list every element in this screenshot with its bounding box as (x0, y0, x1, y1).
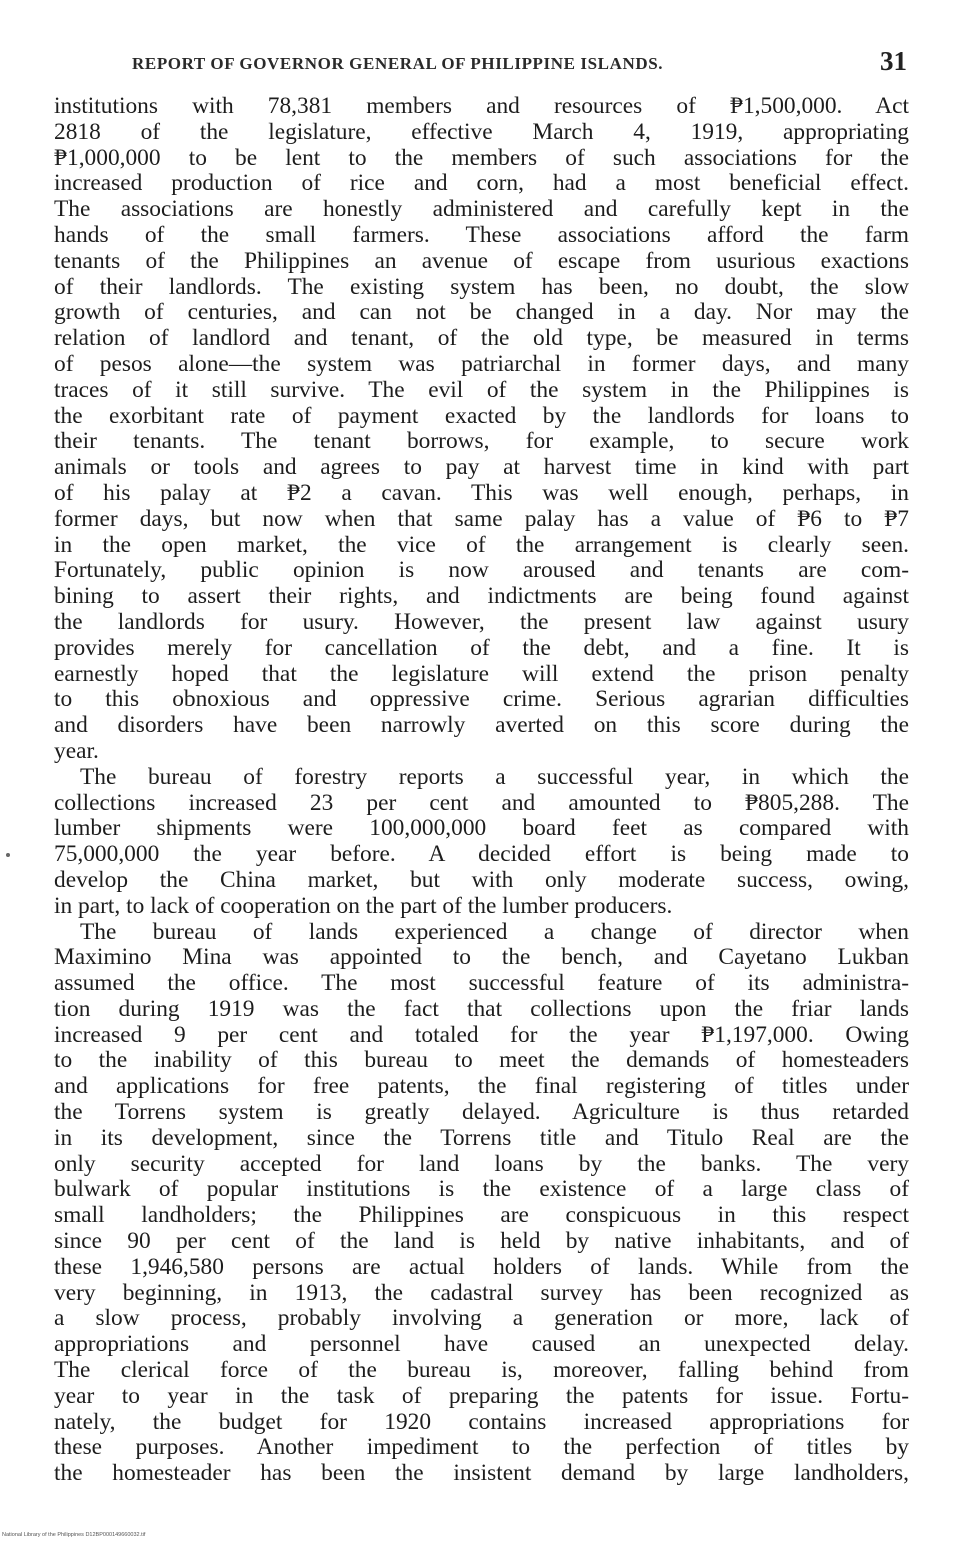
running-head: REPORT OF GOVERNOR GENERAL OF PHILIPPINE ISLANDS. (132, 54, 664, 73)
text-line: increased production of rice and corn, had a most beneficial effect. (54, 170, 909, 197)
text-line: growth of centuries, and can not be changed in a day. Nor may the (54, 299, 909, 326)
text-line: very beginning, in 1913, the cadastral survey has been recognized as (54, 1279, 909, 1306)
text-line: collections increased 23 per cent and amounted to ₱805,288. The (54, 789, 909, 816)
text-line: to the inability of this bureau to meet the demands of homesteaders (54, 1047, 909, 1074)
text-line: 75,000,000 the year before. A decided effort is being made to (54, 841, 909, 868)
text-line: tenants of the Philippines an avenue of escape from usurious exactions (54, 247, 909, 274)
text-line: nately, the budget for 1920 contains increased appropriations for (54, 1408, 909, 1435)
margin-mark (6, 853, 10, 857)
text-line: in part, to lack of cooperation on the part of the lumber producers. (54, 892, 673, 919)
text-line: increased 9 per cent and totaled for the year ₱1,197,000. Owing (54, 1021, 909, 1048)
text-line: bulwark of popular institutions is the existence of a large class of (54, 1176, 909, 1203)
text-line: their tenants. The tenant borrows, for example, to secure work (54, 428, 909, 455)
text-line: of pesos alone—the system was patriarchal in former days, and many (54, 350, 909, 377)
text-line: of his palay at ₱2 a cavan. This was well enough, perhaps, in (54, 479, 909, 506)
text-line: relation of landlord and tenant, of the old type, be measured in terms (54, 325, 909, 352)
text-line: bining to assert their rights, and indictments are being found against (54, 583, 909, 610)
text-line: appropriations and personnel have caused an unexpected delay. (54, 1331, 909, 1358)
page-number: 31 (880, 46, 907, 76)
text-line: provides merely for cancellation of the debt, and a fine. It is (54, 634, 909, 661)
text-line: in its development, since the Torrens title and Titulo Real are the (54, 1124, 909, 1151)
text-line: The clerical force of the bureau is, moreover, falling behind from (54, 1357, 909, 1384)
text-line: the exorbitant rate of payment exacted by the landlords for loans to (54, 402, 909, 429)
body-text (54, 94, 909, 1487)
text-line: assumed the office. The most successful feature of its administra- (54, 970, 909, 997)
text-line: a slow process, probably involving a generation or more, lack of (54, 1305, 909, 1332)
text-line: former days, but now when that same palay has a value of ₱6 to ₱7 (54, 505, 909, 532)
text-line: 2818 of the legislature, effective March 4, 1919, appropriating (54, 118, 909, 145)
text-line: develop the China market, but with only moderate success, owing, (54, 866, 909, 893)
text-line: and disorders have been narrowly averted on this score during the (54, 712, 909, 739)
text-line: in the open market, the vice of the arrangement is clearly seen. (54, 531, 909, 558)
text-line: small landholders; the Philippines are conspicuous in this respect (54, 1202, 909, 1229)
text-line: of their landlords. The existing system has been, no doubt, the slow (54, 273, 909, 300)
text-line: Maximino Mina was appointed to the bench, and Cayetano Lukban (54, 944, 909, 971)
text-line: these 1,946,580 persons are actual holders of lands. While from the (54, 1253, 909, 1280)
text-line: The bureau of forestry reports a successful year, in which the (80, 763, 909, 790)
text-line: earnestly hoped that the legislature will extend the prison penalty (54, 660, 909, 687)
text-line: ₱1,000,000 to be lent to the members of such associations for the (54, 144, 909, 171)
text-line: lumber shipments were 100,000,000 board feet as compared with (54, 815, 909, 842)
text-line: Fortunately, public opinion is now aroused and tenants are com- (54, 557, 909, 584)
text-line: to this obnoxious and oppressive crime. Serious agrarian difficulties (54, 686, 909, 713)
page-header (132, 46, 907, 80)
text-line: traces of it still survive. The evil of the system in the Philippines is (54, 376, 909, 403)
text-line: and applications for free patents, the final registering of titles under (54, 1073, 909, 1100)
text-line: since 90 per cent of the land is held by native inhabitants, and of (54, 1228, 909, 1255)
text-line: institutions with 78,381 members and resources of ₱1,500,000. Act (54, 93, 909, 119)
text-line: animals or tools and agrees to pay at harvest time in kind with part (54, 454, 909, 481)
text-line: The bureau of lands experienced a change of director when (80, 918, 909, 945)
text-line: these purposes. Another impediment to the perfection of titles by (54, 1434, 909, 1461)
text-line: year. (54, 737, 99, 764)
text-line: the landlords for usury. However, the present law against usury (54, 608, 909, 635)
text-line: The associations are honestly administered and carefully kept in the (54, 196, 909, 223)
text-line: the homesteader has been the insistent demand by large landholders, (54, 1460, 909, 1487)
text-line: hands of the small farmers. These associations afford the farm (54, 221, 909, 248)
text-line: tion during 1919 was the fact that collections upon the friar lands (54, 995, 909, 1022)
scan-credit: National Library of the Philippines D12BP000149660032.tif (2, 1532, 146, 1538)
text-line: only security accepted for land loans by the banks. The very (54, 1150, 909, 1177)
text-line: the Torrens system is greatly delayed. Agriculture is thus retarded (54, 1099, 909, 1126)
text-line: year to year in the task of preparing the patents for issue. Fortu- (54, 1382, 909, 1409)
